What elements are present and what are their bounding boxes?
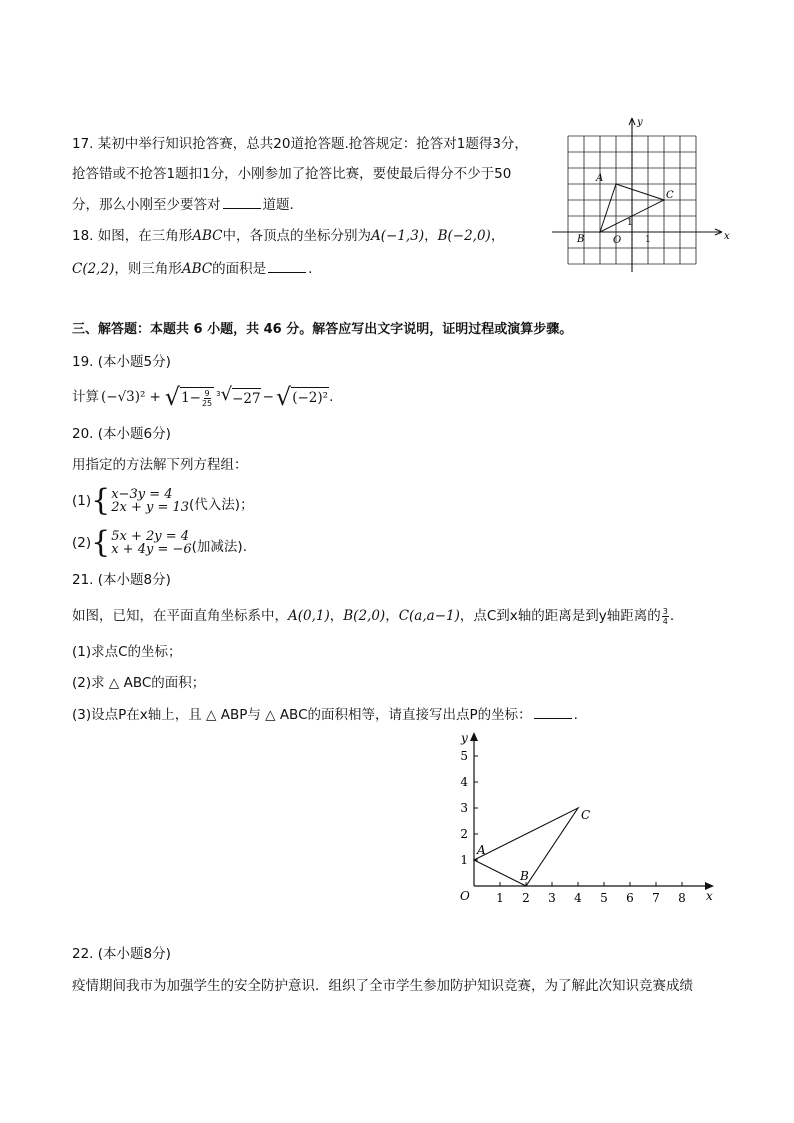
label-y: y	[637, 117, 643, 128]
q21-stem	[72, 604, 674, 628]
q20-system-2-eq-2: x + 4y = −6	[111, 542, 192, 557]
x-tick-1: 1	[496, 891, 504, 905]
q19-expression	[72, 382, 333, 412]
q19-term-1: (−√3)²	[101, 389, 146, 405]
q18-period: .	[308, 261, 313, 277]
q19-numerator: 9	[204, 388, 210, 398]
q18-text-a: 18. 如图，在三角形	[72, 228, 193, 244]
section-3-title: 三、解答题：本题共 6 小题，共 46 分。解答应写出文字说明，证明过程或演算步骤。	[72, 322, 573, 337]
x-tick-4: 4	[574, 891, 582, 905]
q18-text-c: ，则三角形	[114, 261, 182, 277]
label-x: x	[724, 231, 730, 242]
q21-denominator: 4	[662, 616, 668, 626]
q18-point-b: B(−2,0)	[437, 228, 491, 244]
x-tick-6: 6	[626, 891, 634, 905]
sqrt-symbol: √	[275, 383, 292, 411]
q19-plus: +	[149, 389, 161, 405]
q20-part-2-method: (加减法).	[191, 539, 247, 555]
q21-sep-2: ，	[385, 608, 399, 624]
y-tick-labels	[460, 749, 468, 867]
x-tick-3: 3	[548, 891, 556, 905]
q18-text-d: 的面积是	[212, 261, 267, 277]
q18-triangle-name-2: ABC	[181, 261, 213, 277]
q21-stem-pre: 如图，已知，在平面直角坐标系中，	[72, 608, 288, 624]
sqrt-symbol: √	[220, 383, 233, 405]
q19-sqrt-2-body: (−2)²	[291, 387, 329, 408]
q21-stem-mid: ，点C到x轴的距离是到y轴距离的	[459, 608, 661, 624]
q20-system-2	[91, 525, 192, 560]
q22-header: 22. (本小题8分)	[72, 946, 171, 962]
brace-symbol: {	[91, 525, 111, 560]
q17-answer-blank	[223, 194, 261, 209]
q19-sqrt-2	[276, 385, 329, 409]
q20-system-1-eq-2: 2x + y = 13	[111, 500, 190, 515]
q20-part-2-label: (2)	[72, 535, 92, 551]
q19-sqrt-1	[165, 385, 214, 409]
q18-comma-2: ，	[490, 228, 505, 244]
q20-system-2-eqs	[111, 530, 191, 556]
brace-symbol: {	[91, 483, 111, 518]
x-tick-7: 7	[652, 891, 660, 905]
q20-system-1-eqs	[111, 488, 189, 514]
q20-header: 20. (本小题6分)	[72, 426, 171, 442]
y-tick-4: 4	[460, 775, 468, 789]
label-b: B	[520, 869, 529, 883]
q18-point-c: C(2,2)	[72, 261, 115, 277]
q19-sqrt-1-body	[180, 387, 214, 408]
q18-triangle-name: ABC	[192, 228, 223, 244]
label-y: y	[461, 731, 468, 745]
q21-coordinate-figure	[450, 728, 730, 910]
q17-line-1: 17. 某初中举行知识抢答赛，总共20道抢答题.抢答规定：抢答对1题得3分，	[72, 136, 528, 152]
q19-one-minus: 1−	[181, 390, 201, 406]
q21-period: .	[669, 608, 675, 624]
q18-point-a: A(−1,3)	[371, 228, 425, 244]
q20-system-1	[91, 483, 190, 518]
q17-line-3-pre: 分，那么小刚至少要答对	[72, 197, 221, 213]
label-c: C	[581, 808, 591, 822]
q21-part-2: (2)求 △ ABC的面积；	[72, 675, 206, 691]
q20-part-1-label: (1)	[72, 493, 92, 509]
q17-line-3-post: 道题.	[262, 197, 294, 213]
q18-text-b: 中，各顶点的坐标分别为	[222, 228, 372, 244]
q22-line-1: 疫情期间我市为加强学生的安全防护意识．组织了全市学生参加防护知识竞赛，为了解此次知识竞赛成绩	[72, 978, 693, 994]
q20-system-1-eq-1: x−3y = 4	[111, 487, 173, 502]
q20-part-1	[72, 484, 254, 518]
q20-system-2-eq-1: 5x + 2y = 4	[111, 529, 190, 544]
q21-header: 21. (本小题8分)	[72, 572, 171, 588]
q18-line-1	[72, 226, 504, 246]
q18-line-2	[72, 258, 312, 279]
q21-point-a: A(0,1)	[288, 608, 330, 624]
q21-part-3-period: .	[573, 707, 578, 723]
q17-line-3	[72, 194, 294, 215]
q18-comma-1: ，	[424, 228, 438, 244]
q19-cube-root	[216, 383, 261, 409]
x-tick-2: 2	[522, 891, 530, 905]
q20-part-1-method: (代入法)；	[189, 497, 254, 513]
x-tick-5: 5	[600, 891, 608, 905]
q21-numerator: 3	[662, 606, 668, 616]
label-a: A	[596, 173, 604, 184]
q19-period: .	[329, 389, 334, 405]
q21-answer-blank	[534, 704, 572, 719]
label-o: O	[460, 889, 470, 903]
q21-sep-1: ，	[329, 608, 344, 624]
q18-answer-blank	[268, 258, 306, 273]
q19-denominator: 25	[201, 398, 213, 408]
q20-intro: 用指定的方法解下列方程组：	[72, 457, 248, 473]
y-tick-3: 3	[460, 801, 468, 815]
label-a: A	[477, 843, 486, 857]
q21-fraction	[662, 607, 669, 626]
q19-calc-label: 计算	[72, 389, 99, 405]
x-tick-labels	[496, 891, 686, 905]
q21-point-b: B(2,0)	[343, 608, 386, 624]
q19-fraction	[202, 389, 212, 408]
x-tick-8: 8	[678, 891, 686, 905]
y-tick-1: 1	[460, 853, 468, 867]
q21-point-c: C(a,a−1)	[398, 608, 460, 624]
q18-grid-figure	[548, 114, 734, 274]
q21-part-3	[72, 704, 578, 725]
q21-part-1: (1)求点C的坐标；	[72, 644, 182, 660]
q21-part-3-text: (3)设点P在x轴上，且 △ ABP与 △ ABC的面积相等，请直接写出点P的坐标：	[72, 707, 532, 723]
q17-line-2: 抢答错或不抢答1题扣1分，小刚参加了抢答比赛，要使最后得分不少于50	[72, 166, 512, 182]
y-axis-arrow	[470, 732, 478, 741]
label-o: O	[613, 235, 622, 246]
q19-cube-body: −27	[232, 388, 261, 409]
q19-minus: −	[262, 389, 274, 405]
y-tick-2: 2	[460, 827, 468, 841]
label-c: C	[666, 190, 674, 201]
q19-cube-index: 3	[216, 389, 221, 398]
label-one-y: 1	[627, 218, 633, 228]
q19-header: 19. (本小题5分)	[72, 354, 171, 370]
q20-part-2	[72, 526, 247, 560]
y-tick-5: 5	[460, 749, 468, 763]
label-x: x	[706, 889, 713, 903]
sqrt-symbol: √	[164, 383, 181, 411]
label-b: B	[577, 234, 585, 245]
label-one-x: 1	[645, 235, 651, 245]
